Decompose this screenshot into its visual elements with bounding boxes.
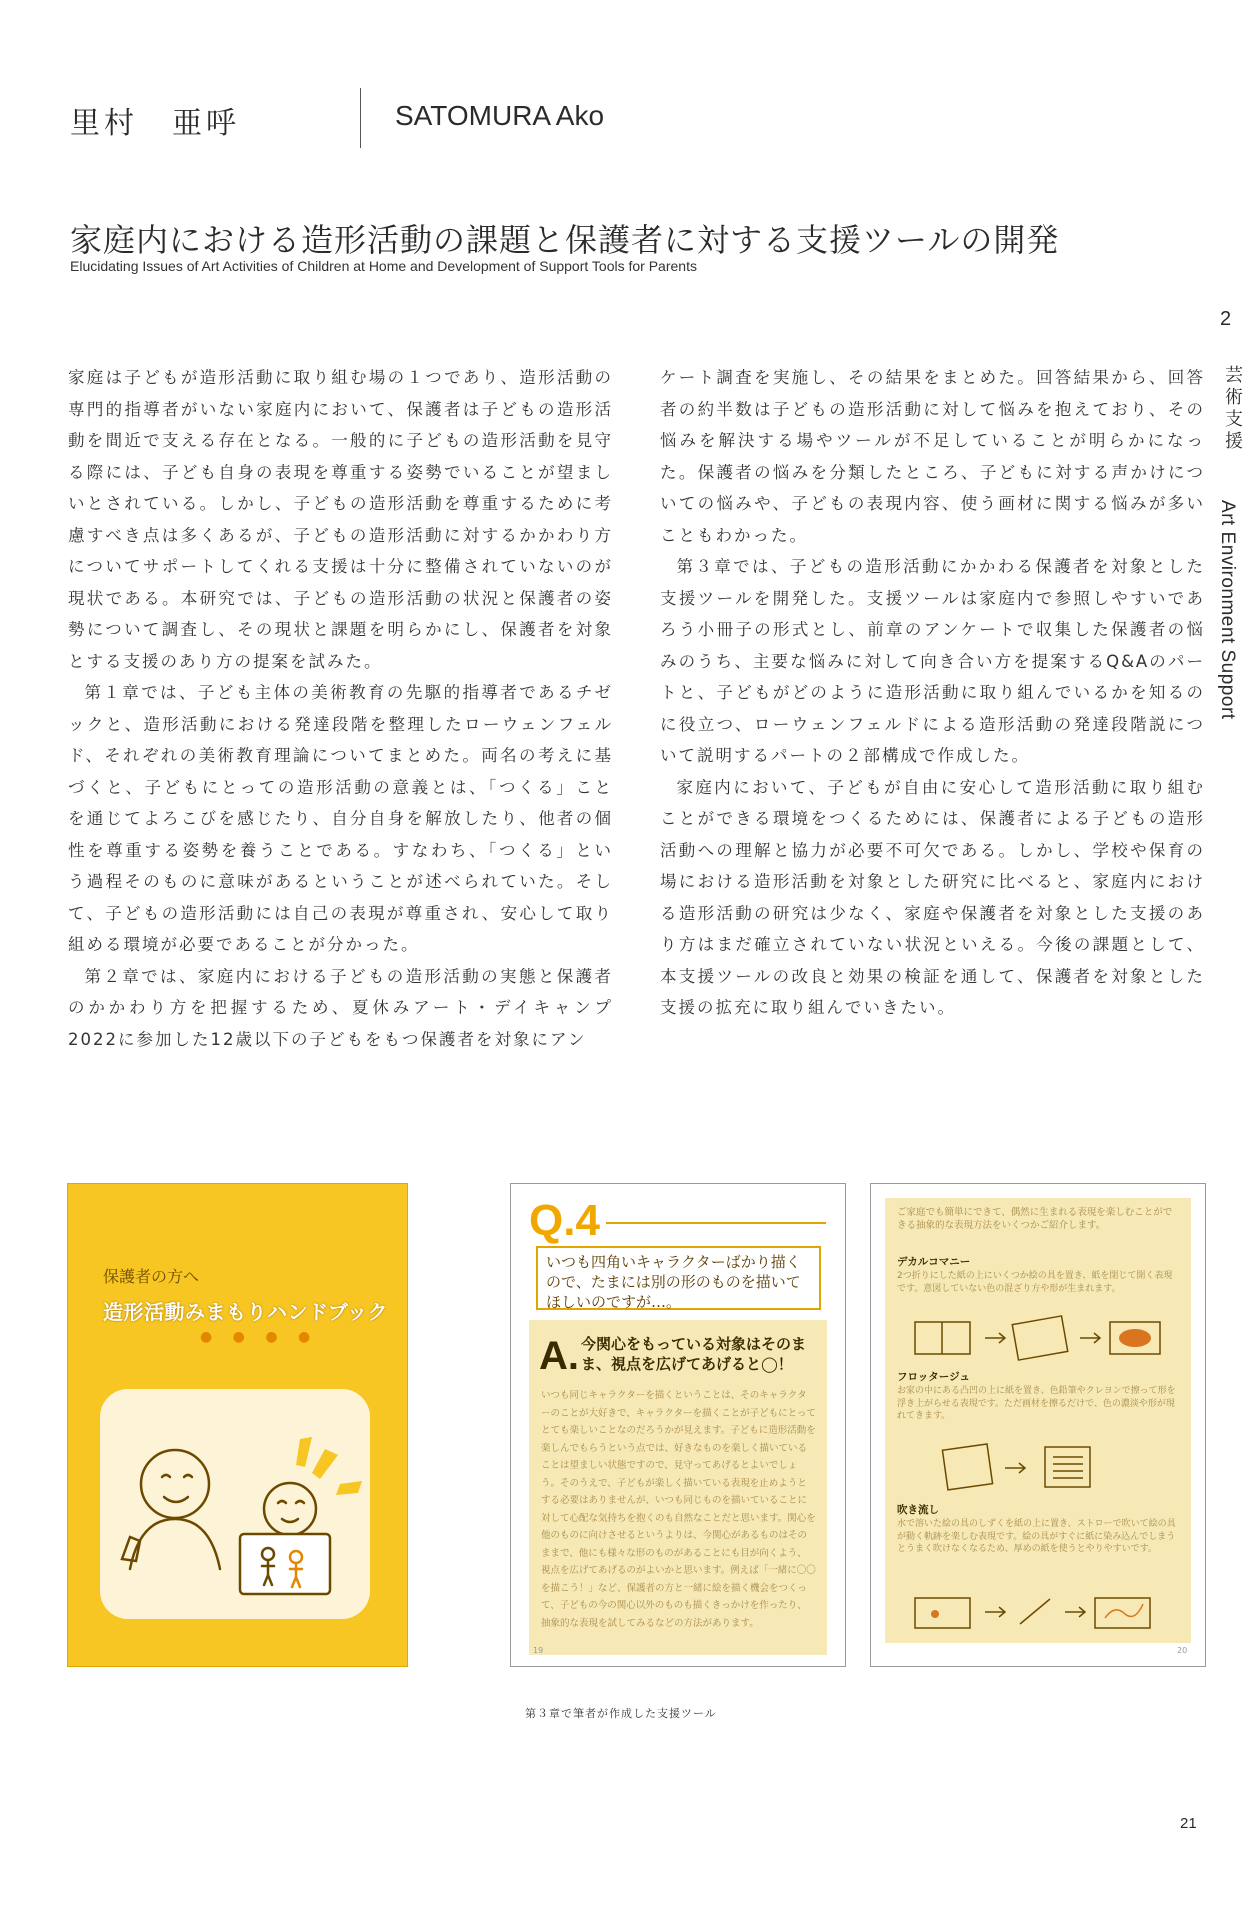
figure-qa-page xyxy=(510,1183,846,1667)
blow-painting-illustration xyxy=(905,1584,1165,1634)
paragraph: 第２章では、家庭内における子どもの造形活動の実態と保護者のかかわり方を把握するため、夏休みアート・デイキャンプ2022に参加した12歳以下の子どもをもつ保護者を対象にアン xyxy=(68,966,613,1049)
article-title-en: Elucidating Issues of Art Activities of Children at Home and Development of Support Tools for Parents xyxy=(70,258,697,274)
header-divider xyxy=(360,88,361,148)
cover-title: 造形活動みまもりハンドブック xyxy=(103,1300,388,1324)
paragraph: 第１章では、子ども主体の美術教育の先駆的指導者であるチゼックと、造形活動における発達段階を整理したローウェンフェルド、それぞれの美術教育理論についてまとめた。両名の考えに基づくと、子どもにとっての造形活動の意義とは、「つくる」ことを通じてよろこびを感じたり、自分自身を解放したり、他者の個性を尊重する姿勢を養うことである。すなわち、「つくる」という過程そのものに意味があるということが述べられていた。そして、子どもの造形活動には自己の表現が尊重され、安心して取り組める環境が必要であることが分かった。 xyxy=(68,683,613,954)
technique-intro: ご家庭でも簡単にできて、偶然に生まれる表現を楽しむことができる抽象的な表現方法をいくつかご紹介します。 xyxy=(897,1207,1173,1231)
section-number: 2 xyxy=(1220,308,1232,330)
author-name-ja: 里村 亜呼 xyxy=(70,106,240,141)
author-name-en: SATOMURA Ako xyxy=(395,100,605,131)
paragraph: 家庭は子どもが造形活動に取り組む場の１つであり、造形活動の専門的指導者がいない家庭内において、保護者は子どもの造形活動を間近で支える存在となる。一般的に子どもの造形活動を見守る際には、子ども自身の表現を尊重する姿勢でいることが望ましいとされている。しかし、子どもの造形活動を尊重するために考慮すべき点は多くあるが、子どもの造形活動に対するかかわり方についてサポートしてくれる支援は十分に整備されていないのが現状である。本研究では、子どもの造形活動の状況と保護者の姿勢について調査し、その現状と課題を明らかにし、保護者を対象とする支援のあり方の提案を試みた。 xyxy=(68,368,613,671)
body-column-left xyxy=(68,362,613,1055)
figure-caption: 第３章で筆者が作成した支援ツール xyxy=(525,1707,717,1720)
divider xyxy=(606,1222,826,1224)
technique-heading: デカルコマニー xyxy=(897,1256,971,1268)
technique-text: 2つ折りにした紙の上にいくつか絵の具を置き、紙を閉じて開く表現です。意図していない色の混ざり方や形が生まれます。 xyxy=(897,1271,1173,1294)
body-column-right xyxy=(660,362,1205,1024)
figure-booklet-cover xyxy=(67,1183,408,1667)
page-number-small: 20 xyxy=(1177,1646,1188,1655)
page-number-small: 19 xyxy=(533,1646,544,1655)
page-number: 21 xyxy=(1180,1815,1197,1832)
article-title-ja: 家庭内における造形活動の課題と保護者に対する支援ツールの開発 xyxy=(70,221,1060,259)
section-label-en: Art Environment Support xyxy=(1217,500,1238,720)
answer-body: いつも同じキャラクターを描くということは、そのキャラクターのことが大好きで、キャラクターを描くことが子どもにとってとても楽しいことなのだろうかが見えます。子どもに造形活動を楽しんでもらうという点では、好きなものを楽しく描いていることは望ましい状態ですので、見守ってあげるとよいでしょう。そのうえで、子どもが楽しく描いている表現を止めようとする必要はありませんが、いつも同じものを描いていることに対して心配な気持ちを抱くのも自然なことだと思います。関心を他のものに向けさせるというよりは、今関心があるものはそのままで、他にも様々な形のものがあることにも目が向くよう、視点を広げてあげるのがよいかと思います。例えば「一緒に〇〇を描こう！」など、保護者の方と一緒に絵を描く機会をつくって、子どもの今の関心以外のものも描くきっかけを作ったり、抽象的な表現を試してみるなどの方法があります。 xyxy=(541,1390,816,1629)
cover-illustration-frame xyxy=(100,1389,370,1619)
technique-text: お家の中にある凸凹の上に紙を置き、色鉛筆やクレヨンで擦って形を浮き上がらせる表現です。ただ画材を擦るだけで、色の濃淡や形が現れてきます。 xyxy=(897,1386,1176,1421)
paragraph: 家庭内において、子どもが自由に安心して造形活動に取り組むことができる環境をつくるためには、保護者による子どもの造形活動への理解と協力が必要不可欠である。しかし、学校や保育の場における造形活動を対象とした研究に比べると、家庭内における造形活動の研究は少なく、家庭や保護者を対象とした支援のあり方はまだ確立されていない状況といえる。今後の課題として、本支援ツールの改良と効果の検証を通して、保護者を対象とした支援の拡充に取り組んでいきたい。 xyxy=(660,777,1205,1017)
figure-technique-page xyxy=(870,1183,1206,1667)
answer-heading: 今関心をもっている対象はそのまま、視点を広げてあげると◯！ xyxy=(581,1335,807,1373)
question-number: Q.4 xyxy=(529,1196,600,1245)
section-label-ja: 芸術支援 xyxy=(1225,365,1243,452)
technique-heading: 吹き流し xyxy=(897,1504,939,1516)
cover-subtitle: 保護者の方へ xyxy=(103,1267,200,1286)
question-text: いつも四角いキャラクターばかり描くので、たまには別の形のものを描いてほしいのですが…。 xyxy=(536,1246,821,1310)
answer-mark: A. xyxy=(539,1334,579,1378)
frottage-illustration xyxy=(905,1442,1165,1492)
decalcomanie-illustration xyxy=(905,1312,1165,1362)
cover-dots: ● ● ● ● xyxy=(200,1329,319,1345)
technique-text: 水で溶いた絵の具のしずくを紙の上に置き、ストローで吹いて絵の具が動く軌跡を楽しむ表現です。絵の具がすぐに紙に染み込んでしまうとうまく吹けなくなるため、厚めの紙を使うとやりやすいです。 xyxy=(897,1519,1176,1554)
parent-child-illustration xyxy=(100,1389,370,1619)
paragraph: 第３章では、子どもの造形活動にかかわる保護者を対象とした支援ツールを開発した。支援ツールは家庭内で参照しやすいであろう小冊子の形式とし、前章のアンケートで収集した保護者の悩みのうち、主要な悩みに対して向き合い方を提案するQ&Aのパートと、子どもがどのように造形活動に取り組んでいるかを知るのに役立つ、ローウェンフェルドによる造形活動の発達段階説について説明するパートの２部構成で作成した。 xyxy=(660,557,1205,765)
paragraph: ケート調査を実施し、その結果をまとめた。回答結果から、回答者の約半数は子どもの造形活動に対して悩みを抱えており、その悩みを解決する場やツールが不足していることが明らかになった。保護者の悩みを分類したところ、子どもに対する声かけについての悩みや、子どもの表現内容、使う画材に関する悩みが多いこともわかった。 xyxy=(660,368,1205,545)
technique-heading: フロッタージュ xyxy=(897,1371,970,1383)
